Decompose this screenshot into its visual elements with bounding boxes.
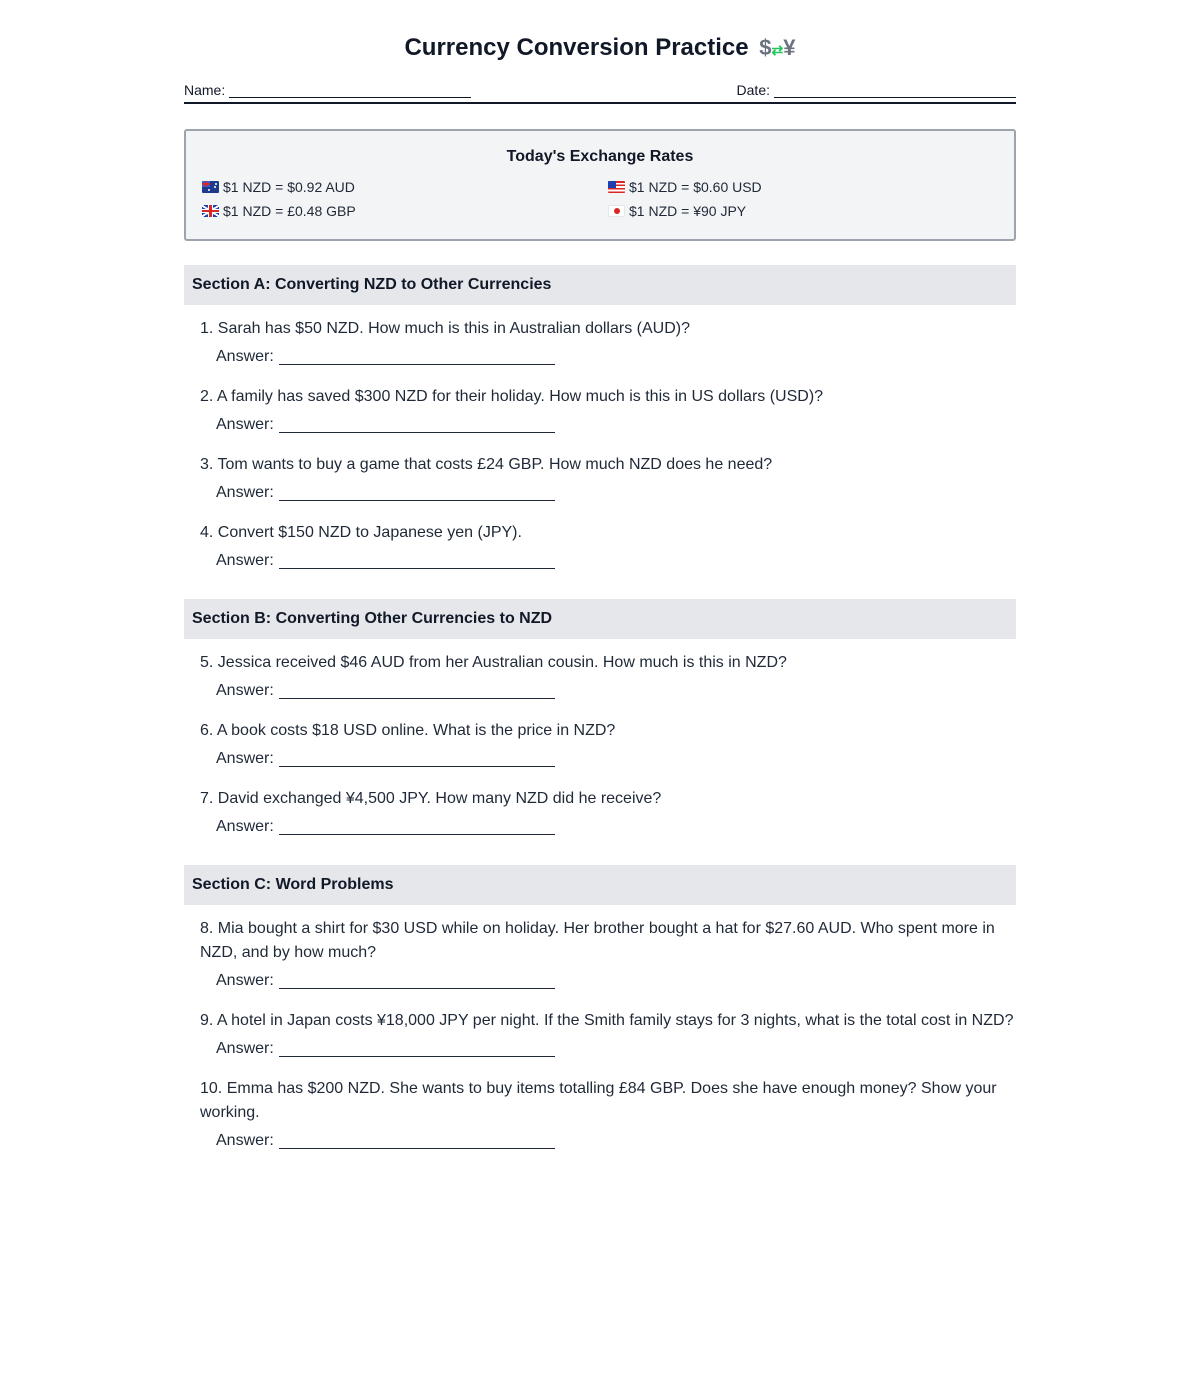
answer-field[interactable] bbox=[200, 549, 1016, 573]
answer-label: Answer: bbox=[216, 682, 274, 699]
section-c bbox=[184, 865, 1016, 1153]
section-b bbox=[184, 599, 1016, 839]
answer-blank-line[interactable] bbox=[279, 973, 555, 989]
name-label: Name: bbox=[184, 82, 226, 98]
answer-blank-line[interactable] bbox=[279, 349, 555, 365]
answer-field[interactable] bbox=[200, 747, 1016, 771]
uk-flag-icon bbox=[202, 205, 219, 217]
question-text: 8. Mia bought a shirt for $30 USD while on holiday. Her brother bought a hat for $27.60 AUD. Who spent more in NZD, and by how much? bbox=[200, 920, 995, 961]
usa-flag-icon bbox=[608, 181, 625, 193]
date-label: Date: bbox=[736, 82, 770, 98]
rate-jpy-text: $1 NZD = ¥90 JPY bbox=[629, 203, 747, 219]
question-5 bbox=[200, 651, 1016, 703]
answer-label: Answer: bbox=[216, 818, 274, 835]
question-6 bbox=[200, 719, 1016, 771]
question-8 bbox=[200, 917, 1016, 993]
header-divider bbox=[184, 102, 1016, 104]
page-title-text: Currency Conversion Practice bbox=[404, 34, 749, 61]
question-text: 5. Jessica received $46 AUD from her Australian cousin. How much is this in NZD? bbox=[200, 654, 787, 671]
question-9 bbox=[200, 1009, 1016, 1061]
section-c-header: Section C: Word Problems bbox=[184, 865, 1016, 905]
name-field[interactable] bbox=[184, 80, 471, 101]
name-blank-line[interactable] bbox=[229, 84, 471, 98]
answer-label: Answer: bbox=[216, 348, 274, 365]
question-4 bbox=[200, 521, 1016, 573]
question-text: 1. Sarah has $50 NZD. How much is this in Australian dollars (AUD)? bbox=[200, 320, 690, 337]
section-c-questions bbox=[184, 905, 1016, 1153]
answer-blank-line[interactable] bbox=[279, 751, 555, 767]
page-title bbox=[184, 30, 1016, 66]
answer-label: Answer: bbox=[216, 1132, 274, 1149]
section-b-questions bbox=[184, 639, 1016, 839]
rate-jpy bbox=[608, 201, 998, 221]
section-b-header: Section B: Converting Other Currencies to NZD bbox=[184, 599, 1016, 639]
question-3 bbox=[200, 453, 1016, 505]
worksheet-page bbox=[184, 0, 1016, 1153]
question-text: 10. Emma has $200 NZD. She wants to buy items totalling £84 GBP. Does she have enough money? Show your working. bbox=[200, 1080, 997, 1121]
answer-field[interactable] bbox=[200, 1129, 1016, 1153]
answer-label: Answer: bbox=[216, 1040, 274, 1057]
answer-blank-line[interactable] bbox=[279, 1133, 555, 1149]
date-field[interactable] bbox=[737, 80, 1016, 101]
question-text: 7. David exchanged ¥4,500 JPY. How many NZD did he receive? bbox=[200, 790, 662, 807]
question-text: 4. Convert $150 NZD to Japanese yen (JPY). bbox=[200, 524, 522, 541]
answer-blank-line[interactable] bbox=[279, 1041, 555, 1057]
japan-flag-icon bbox=[608, 205, 625, 217]
answer-field[interactable] bbox=[200, 679, 1016, 703]
rate-usd bbox=[608, 177, 998, 197]
date-blank-line[interactable] bbox=[774, 84, 1016, 98]
answer-field[interactable] bbox=[200, 815, 1016, 839]
question-2 bbox=[200, 385, 1016, 437]
currency-exchange-icon: $⇄¥ bbox=[759, 35, 796, 60]
question-text: 3. Tom wants to buy a game that costs £24 GBP. How much NZD does he need? bbox=[200, 456, 773, 473]
question-1 bbox=[200, 317, 1016, 369]
question-7 bbox=[200, 787, 1016, 839]
answer-field[interactable] bbox=[200, 481, 1016, 505]
answer-field[interactable] bbox=[200, 1037, 1016, 1061]
rate-usd-text: $1 NZD = $0.60 USD bbox=[629, 179, 762, 195]
question-text: 6. A book costs $18 USD online. What is the price in NZD? bbox=[200, 722, 616, 739]
answer-blank-line[interactable] bbox=[279, 819, 555, 835]
answer-label: Answer: bbox=[216, 552, 274, 569]
answer-field[interactable] bbox=[200, 413, 1016, 437]
rate-aud bbox=[202, 177, 592, 197]
answer-blank-line[interactable] bbox=[279, 417, 555, 433]
answer-blank-line[interactable] bbox=[279, 553, 555, 569]
answer-field[interactable] bbox=[200, 969, 1016, 993]
answer-blank-line[interactable] bbox=[279, 485, 555, 501]
answer-field[interactable] bbox=[200, 345, 1016, 369]
question-10 bbox=[200, 1077, 1016, 1153]
answer-label: Answer: bbox=[216, 484, 274, 501]
answer-blank-line[interactable] bbox=[279, 683, 555, 699]
section-a-header: Section A: Converting NZD to Other Currencies bbox=[184, 265, 1016, 305]
question-text: 2. A family has saved $300 NZD for their holiday. How much is this in US dollars (USD)? bbox=[200, 388, 824, 405]
australia-flag-icon bbox=[202, 181, 219, 193]
exchange-rates-box bbox=[184, 129, 1016, 241]
answer-label: Answer: bbox=[216, 972, 274, 989]
answer-label: Answer: bbox=[216, 750, 274, 767]
exchange-rates-grid bbox=[202, 177, 998, 221]
rate-gbp-text: $1 NZD = £0.48 GBP bbox=[223, 203, 356, 219]
exchange-rates-title: Today's Exchange Rates bbox=[506, 148, 694, 165]
rate-aud-text: $1 NZD = $0.92 AUD bbox=[223, 179, 355, 195]
section-a bbox=[184, 265, 1016, 573]
name-date-row bbox=[184, 80, 1016, 101]
section-a-questions bbox=[184, 305, 1016, 573]
rate-gbp bbox=[202, 201, 592, 221]
question-text: 9. A hotel in Japan costs ¥18,000 JPY per night. If the Smith family stays for 3 nights, what is the total cost in NZD? bbox=[200, 1012, 1014, 1029]
answer-label: Answer: bbox=[216, 416, 274, 433]
